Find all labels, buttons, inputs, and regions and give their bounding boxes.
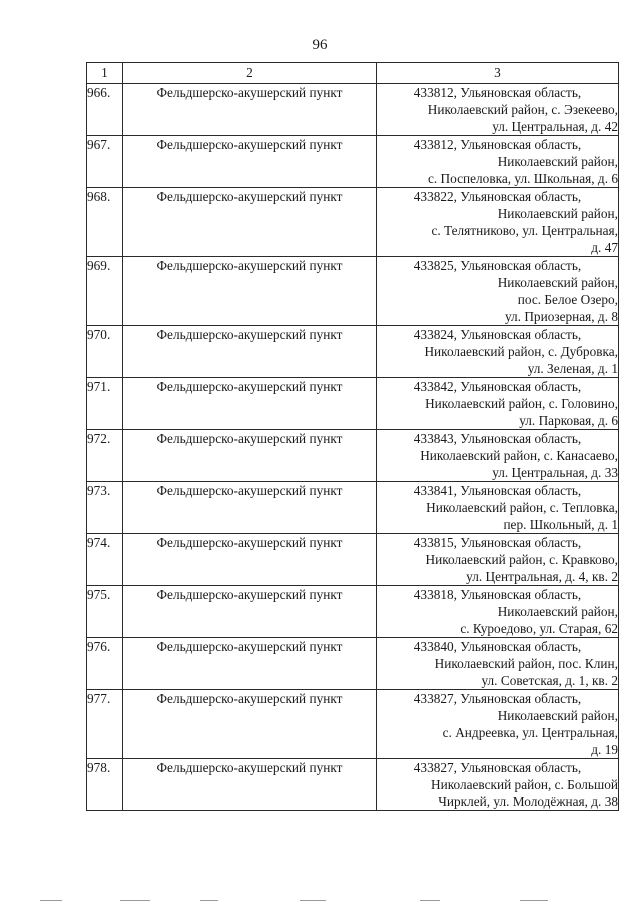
address-line: Николаевский район, с. Большой <box>431 777 618 792</box>
facility-address <box>377 638 619 690</box>
address-line: ул. Центральная, д. 33 <box>492 465 618 480</box>
column-header-1: 1 <box>87 63 123 84</box>
address-line: с. Андреевка, ул. Центральная, <box>442 725 618 740</box>
facility-type: Фельдшерско-акушерский пункт <box>123 534 377 586</box>
facility-address <box>377 84 619 136</box>
row-number: 969. <box>87 257 123 326</box>
address-line: с. Поспеловка, ул. Школьная, д. 6 <box>428 171 618 186</box>
facility-address <box>377 759 619 811</box>
table-header-row <box>87 63 619 84</box>
row-number: 966. <box>87 84 123 136</box>
facility-type: Фельдшерско-акушерский пункт <box>123 378 377 430</box>
address-line: 433824, Ульяновская область, <box>413 327 582 342</box>
facility-type: Фельдшерско-акушерский пункт <box>123 482 377 534</box>
facility-address <box>377 690 619 759</box>
address-line: Николаевский район, с. Эзекеево, <box>427 102 618 117</box>
table-row <box>87 430 619 482</box>
facility-type: Фельдшерско-акушерский пункт <box>123 759 377 811</box>
table-row <box>87 482 619 534</box>
registry-table <box>86 62 619 811</box>
address-line: 433818, Ульяновская область, <box>413 587 582 602</box>
table-row <box>87 690 619 759</box>
address-line: Николаевский район, с. Тепловка, <box>426 500 618 515</box>
address-line: с. Телятниково, ул. Центральная, <box>431 223 618 238</box>
address-line: пер. Школьный, д. 1 <box>503 517 618 532</box>
address-line: Николаевский район, <box>497 154 618 169</box>
address-line: д. 47 <box>591 240 618 255</box>
row-number: 970. <box>87 326 123 378</box>
facility-type: Фельдшерско-акушерский пункт <box>123 257 377 326</box>
table-row <box>87 136 619 188</box>
address-line: Николаевский район, с. Кравково, <box>425 552 618 567</box>
address-line: с. Куроедово, ул. Старая, 62 <box>460 621 618 636</box>
table-row <box>87 586 619 638</box>
facility-type: Фельдшерско-акушерский пункт <box>123 84 377 136</box>
address-line: 433822, Ульяновская область, <box>413 189 582 204</box>
row-number: 976. <box>87 638 123 690</box>
row-number: 975. <box>87 586 123 638</box>
facility-address <box>377 482 619 534</box>
facility-address <box>377 378 619 430</box>
address-line: 433843, Ульяновская область, <box>413 431 582 446</box>
address-line: 433825, Ульяновская область, <box>413 258 582 273</box>
address-line: Николаевский район, с. Дубровка, <box>424 344 618 359</box>
address-line: 433841, Ульяновская область, <box>413 483 582 498</box>
table-row <box>87 638 619 690</box>
address-line: пос. Белое Озеро, <box>517 292 618 307</box>
address-line: д. 19 <box>591 742 618 757</box>
address-line: ул. Парковая, д. 6 <box>519 413 618 428</box>
facility-address <box>377 586 619 638</box>
address-line: ул. Центральная, д. 4, кв. 2 <box>466 569 618 584</box>
table-row <box>87 84 619 136</box>
row-number: 971. <box>87 378 123 430</box>
address-line: 433827, Ульяновская область, <box>413 691 582 706</box>
facility-type: Фельдшерско-акушерский пункт <box>123 188 377 257</box>
address-line: ул. Центральная, д. 42 <box>492 119 618 134</box>
facility-type: Фельдшерско-акушерский пункт <box>123 430 377 482</box>
table-row <box>87 534 619 586</box>
row-number: 977. <box>87 690 123 759</box>
scan-edge-marks <box>0 895 640 901</box>
address-line: ул. Советская, д. 1, кв. 2 <box>481 673 618 688</box>
column-header-3: 3 <box>377 63 619 84</box>
address-line: Николаевский район, с. Головино, <box>425 396 618 411</box>
row-number: 968. <box>87 188 123 257</box>
table-row <box>87 257 619 326</box>
facility-type: Фельдшерско-акушерский пункт <box>123 638 377 690</box>
row-number: 974. <box>87 534 123 586</box>
address-line: ул. Приозерная, д. 8 <box>504 309 618 324</box>
address-line: Николаевский район, <box>497 708 618 723</box>
facility-address <box>377 136 619 188</box>
address-line: 433812, Ульяновская область, <box>413 85 582 100</box>
row-number: 978. <box>87 759 123 811</box>
facility-address <box>377 188 619 257</box>
facility-address <box>377 534 619 586</box>
facility-type: Фельдшерско-акушерский пункт <box>123 326 377 378</box>
address-line: Николаевский район, пос. Клин, <box>434 656 618 671</box>
facility-type: Фельдшерско-акушерский пункт <box>123 690 377 759</box>
row-number: 973. <box>87 482 123 534</box>
address-line: Николаевский район, с. Канасаево, <box>420 448 618 463</box>
facility-address <box>377 257 619 326</box>
address-line: Николаевский район, <box>497 206 618 221</box>
row-number: 972. <box>87 430 123 482</box>
address-line: Николаевский район, <box>497 275 618 290</box>
table-row <box>87 188 619 257</box>
row-number: 967. <box>87 136 123 188</box>
address-line: 433827, Ульяновская область, <box>413 760 582 775</box>
facility-type: Фельдшерско-акушерский пункт <box>123 586 377 638</box>
facility-address <box>377 326 619 378</box>
table-row <box>87 378 619 430</box>
address-line: Николаевский район, <box>497 604 618 619</box>
address-line: ул. Зеленая, д. 1 <box>527 361 618 376</box>
facility-type: Фельдшерско-акушерский пункт <box>123 136 377 188</box>
address-line: Чирклей, ул. Молодёжная, д. 38 <box>438 794 618 809</box>
table-row <box>87 759 619 811</box>
address-line: 433815, Ульяновская область, <box>413 535 582 550</box>
address-line: 433840, Ульяновская область, <box>413 639 582 654</box>
address-line: 433812, Ульяновская область, <box>413 137 582 152</box>
facility-address <box>377 430 619 482</box>
page-number: 96 <box>312 37 328 53</box>
address-line: 433842, Ульяновская область, <box>413 379 582 394</box>
column-header-2: 2 <box>123 63 377 84</box>
table-row <box>87 326 619 378</box>
